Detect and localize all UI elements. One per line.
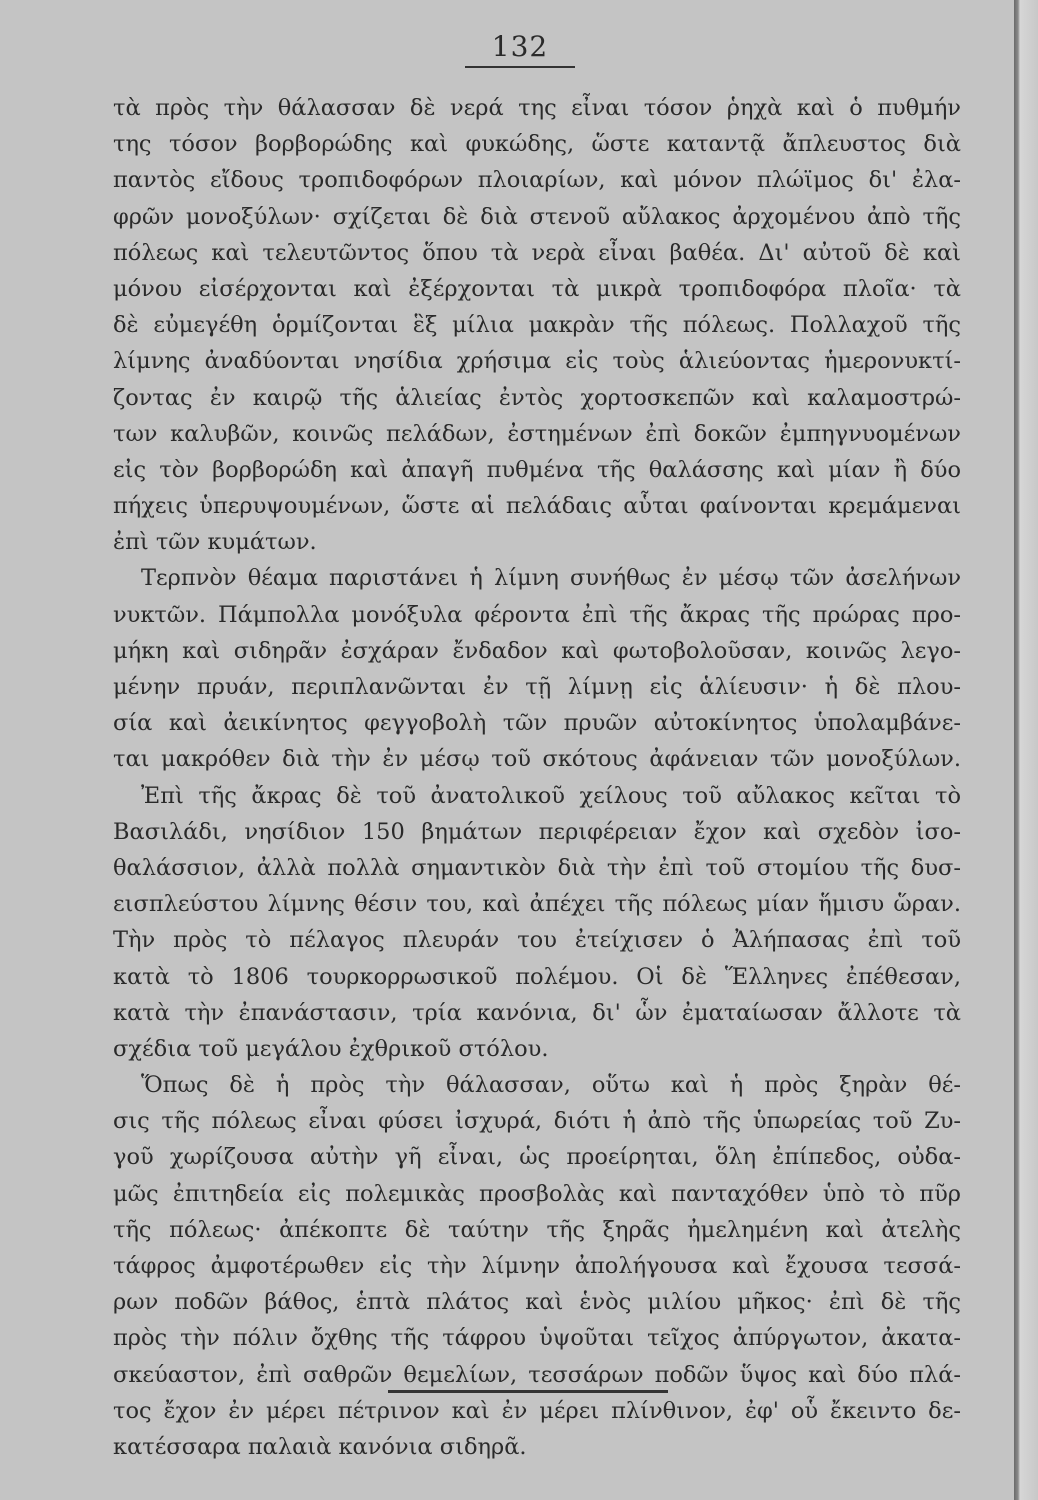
text-line: της τόσον βορβορώδης καὶ φυκώδης, ὥστε καταντᾷ ἄπλευστος διὰ xyxy=(113,131,961,158)
text-line: παντὸς εἴδους τροπιδοφόρων πλοιαρίων, καὶ μόνον πλώϊμος δι' ἐλα- xyxy=(113,167,961,194)
text-line: μῶς ἐπιτηδεία εἰς πολεμικὰς προσβολὰς καὶ πανταχόθεν ὑπὸ τὸ πῦρ xyxy=(113,1180,961,1207)
body-text xyxy=(113,90,961,1465)
text-line: δὲ εὐμεγέθη ὁρμίζονται ἓξ μίλια μακρὰν τῆς πόλεως. Πολλαχοῦ τῆς xyxy=(113,312,961,339)
text-line: Τερπνὸν θέαμα παριστάνει ἡ λίμνη συνήθως ἐν μέσῳ τῶν ἀσελήνων xyxy=(141,565,961,592)
text-line: ται μακρόθεν διὰ τὴν ἐν μέσῳ τοῦ σκότους ἀφάνειαν τῶν μονοξύλων. xyxy=(113,746,961,773)
text-line: ἐπὶ τῶν κυμάτων. xyxy=(113,529,317,556)
text-line: νυκτῶν. Πάμπολλα μονόξυλα φέροντα ἐπὶ τῆς ἄκρας τῆς πρώρας προ- xyxy=(113,601,961,628)
page-number: 132 xyxy=(491,30,549,63)
text-line: πρὸς τὴν πόλιν ὄχθης τῆς τάφρου ὑψοῦται τεῖχος ἀπύργωτον, ἀκατα- xyxy=(113,1325,961,1352)
text-line: τάφρος ἀμφοτέρωθεν εἰς τὴν λίμνην ἀπολήγουσα καὶ ἔχουσα τεσσά- xyxy=(113,1253,961,1279)
text-line: γοῦ χωρίζουσα αὐτὴν γῆ εἶναι, ὡς προείρηται, ὅλη ἐπίπεδος, οὐδα- xyxy=(113,1144,961,1171)
text-line: θαλάσσιον, ἀλλὰ πολλὰ σημαντικὸν διὰ τὴν ἐπὶ τοῦ στομίου τῆς δυσ- xyxy=(113,854,961,881)
text-line: σκεύαστον, ἐπὶ σαθρῶν θεμελίων, τεσσάρων ποδῶν ὕψος καὶ δύο πλά- xyxy=(113,1361,961,1388)
text-line: Ἐπὶ τῆς ἄκρας δὲ τοῦ ἀνατολικοῦ χείλους τοῦ αὔλακος κεῖται τὸ xyxy=(141,782,961,809)
text-line: Βασιλάδι, νησίδιον 150 βημάτων περιφέρειαν ἔχον καὶ σχεδὸν ἰσο- xyxy=(113,818,961,845)
page-number-underline xyxy=(465,66,575,68)
text-line: μόνου εἰσέρχονται καὶ ἐξέρχονται τὰ μικρὰ τροπιδοφόρα πλοῖα· τὰ xyxy=(113,275,961,302)
text-line: κατέσσαρα παλαιὰ κανόνια σιδηρᾶ. xyxy=(113,1433,527,1460)
text-line: εισπλεύστου λίμνης θέσιν του, καὶ ἀπέχει τῆς πόλεως μίαν ἥμισυ ὥραν. xyxy=(113,891,961,918)
text-line: Ὅπως δὲ ἡ πρὸς τὴν θάλασσαν, οὕτω καὶ ἡ πρὸς ξηρὰν θέ- xyxy=(141,1072,961,1099)
text-line: κατὰ τὸ 1806 τουρκορρωσικοῦ πολέμου. Οἱ δὲ Ἕλληνες ἐπέθεσαν, xyxy=(113,963,961,990)
text-line: τῆς πόλεως· ἀπέκοπτε δὲ ταύτην τῆς ξηρᾶς ἠμελημένη καὶ ἀτελὴς xyxy=(113,1216,961,1243)
text-line: Τὴν πρὸς τὸ πέλαγος πλευράν του ἐτείχισεν ὁ Ἀλήπασας ἐπὶ τοῦ xyxy=(113,927,961,954)
text-line: τὰ πρὸς τὴν θάλασσαν δὲ νερά της εἶναι τόσον ῥηχὰ καὶ ὁ πυθμήν xyxy=(113,95,961,121)
text-line: σχέδια τοῦ μεγάλου ἐχθρικοῦ στόλου. xyxy=(113,1035,549,1062)
text-line: τος ἔχον ἐν μέρει πέτρινον καὶ ἐν μέρει πλίνθινον, ἐφ' οὗ ἔκειντο δε- xyxy=(113,1397,961,1424)
text-line: πήχεις ὑπερυψουμένων, ὥστε αἱ πελάδαις αὗται φαίνονται κρεμάμεναι xyxy=(113,493,961,520)
text-line: σία καὶ ἀεικίνητος φεγγοβολὴ τῶν πρυῶν αὐτοκίνητος ὑπολαμβάνε- xyxy=(113,710,961,737)
bottom-divider xyxy=(388,1390,668,1393)
text-line: πόλεως καὶ τελευτῶντος ὅπου τὰ νερὰ εἶναι βαθέα. Δι' αὐτοῦ δὲ καὶ xyxy=(113,239,961,266)
text-line: μήκη καὶ σιδηρᾶν ἐσχάραν ἔνδαδον καὶ φωτοβολοῦσαν, κοινῶς λεγο- xyxy=(113,637,961,664)
text-line: ζοντας ἐν καιρῷ τῆς ἁλιείας ἐντὸς χορτοσκεπῶν καὶ καλαμοστρώ- xyxy=(113,384,961,411)
text-line: ρων ποδῶν βάθος, ἑπτὰ πλάτος καὶ ἑνὸς μιλίου μῆκος· ἐπὶ δὲ τῆς xyxy=(113,1289,961,1316)
text-line: εἰς τὸν βορβορώδη καὶ ἀπαγῆ πυθμένα τῆς θαλάσσης καὶ μίαν ἢ δύο xyxy=(113,456,961,483)
book-spine-edge xyxy=(1014,0,1038,1500)
text-line: σις τῆς πόλεως εἶναι φύσει ἰσχυρά, διότι ἡ ἀπὸ τῆς ὑπωρείας τοῦ Ζυ- xyxy=(113,1108,961,1135)
text-line: κατὰ τὴν ἐπανάστασιν, τρία κανόνια, δι' ὧν ἐματαίωσαν ἄλλοτε τὰ xyxy=(113,999,961,1026)
text-line: των καλυβῶν, κοινῶς πελάδων, ἐστημένων ἐπὶ δοκῶν ἐμπηγνυομένων xyxy=(113,420,961,447)
text-line: φρῶν μονοξύλων· σχίζεται δὲ διὰ στενοῦ αὔλακος ἀρχομένου ἀπὸ τῆς xyxy=(113,203,961,230)
text-line: μένην πρυάν, περιπλανῶνται ἐν τῇ λίμνῃ εἰς ἁλίευσιν· ἡ δὲ πλου- xyxy=(113,674,961,700)
text-line: λίμνης ἀναδύονται νησίδια χρήσιμα εἰς τοὺς ἁλιεύοντας ἡμερονυκτί- xyxy=(113,348,961,375)
